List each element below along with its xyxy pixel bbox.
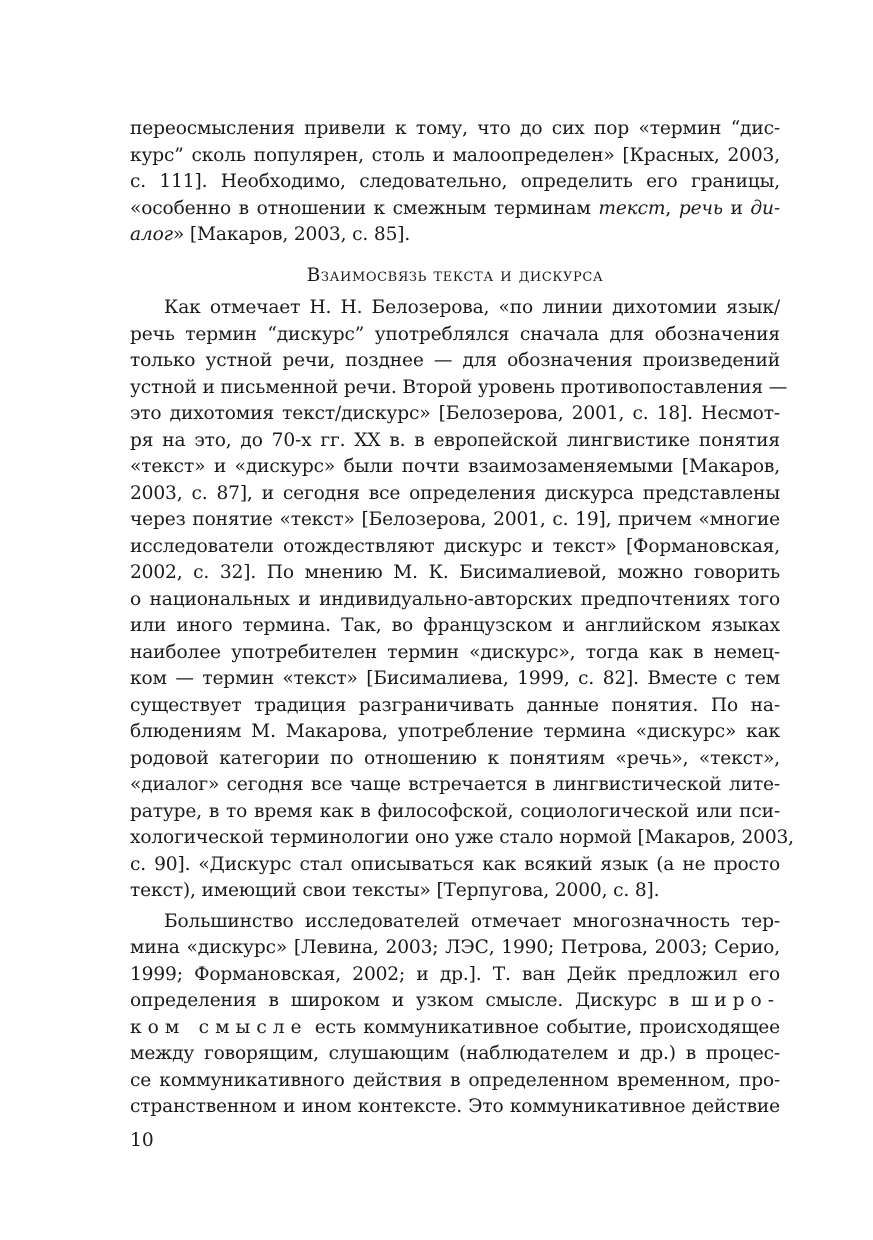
text-line: только устной речи, позднее — для обозначения произведений bbox=[130, 350, 780, 371]
text-line: ря на это, до 70-х гг. XX в. в европейской лингвистике понятия bbox=[130, 429, 780, 451]
text-line: наиболее употребителен термин «дискурс», тогда как в немец- bbox=[130, 641, 780, 663]
text-line: странственном и ином контексте. Это коммуникативное действие bbox=[130, 1096, 780, 1117]
text-line: с. 111]. Необходимо, следовательно, определить его границы, bbox=[130, 171, 780, 192]
paragraph-2 bbox=[130, 295, 794, 905]
text-line: или иного термина. Так, во французском и английском языках bbox=[130, 615, 780, 636]
text-line: с. 90]. «Дискурс стал описываться как всякий язык (а не просто bbox=[130, 853, 780, 875]
text-line: Как отмечает Н. Н. Белозерова, «по линии дихотомии язык/ bbox=[164, 297, 780, 318]
text-line: курс” сколь популярен, столь и малоопределен» [Красных, 2003, bbox=[130, 144, 780, 166]
paragraph-3 bbox=[130, 909, 780, 1121]
text-line: Большинство исследователей отмечает многозначность тер- bbox=[164, 910, 780, 932]
text-line: речь термин “дискурс” употреблялся сначала для обозначения bbox=[130, 323, 780, 345]
text-line: текст), имеющий свои тексты» [Терпугова, 2000, с. 8]. bbox=[130, 880, 660, 901]
text-line: родовой категории по отношению к понятиям «речь», «текст», bbox=[130, 747, 780, 769]
text-line: переосмысления привели к тому, что до сих пор «термин “дис- bbox=[130, 118, 780, 139]
text-line: исследователи отождествляют дискурс и текст» [Формановская, bbox=[130, 535, 780, 557]
text-line: мина «дискурс» [Левина, 2003; ЛЭС, 1990; Петрова, 2003; Серио, bbox=[130, 937, 780, 958]
text-line: определения в широком и узком смысле. Дискурс в широ- bbox=[130, 990, 780, 1011]
text-line: 1999; Формановская, 2002; и др.]. Т. ван Дейк предложил его bbox=[130, 963, 780, 985]
text-line: се коммуникативного действия в определенном временном, про- bbox=[130, 1069, 780, 1091]
text-line: 2002, с. 32]. По мнению М. К. Бисималиевой, можно говорить bbox=[130, 562, 780, 583]
text-line: о национальных и индивидуально-авторских предпочтениях того bbox=[130, 588, 780, 610]
paragraph-1 bbox=[130, 116, 780, 249]
text-line: ком — термин «текст» [Бисималиева, 1999, с. 82]. Вместе с тем bbox=[130, 668, 780, 689]
text-line: существует традиция разграничивать данные понятия. По на- bbox=[130, 694, 780, 716]
page-number: 10 bbox=[130, 1130, 154, 1151]
text-line: «особенно в отношении к смежным терминам текст, речь и ди- bbox=[130, 197, 780, 219]
text-line: через понятие «текст» [Белозерова, 2001, с. 19], причем «многие bbox=[130, 509, 780, 530]
text-line: ком смысле есть коммуникативное событие, происходящее bbox=[130, 1016, 780, 1038]
text-line: «текст» и «дискурс» были почти взаимозаменяемыми [Макаров, bbox=[130, 456, 780, 477]
text-line: ратуре, в то время как в философской, социологической или пси- bbox=[130, 800, 780, 822]
section-heading: Взаимосвязь текста и дискурса bbox=[306, 264, 604, 286]
text-line: 2003, с. 87], и сегодня все определения дискурса представлены bbox=[130, 482, 780, 504]
text-line: это дихотомия текст/дискурс» [Белозерова, 2001, с. 18]. Несмот- bbox=[130, 403, 780, 424]
page-body bbox=[130, 116, 794, 1121]
text-line: блюдениям М. Макарова, употребление термина «дискурс» как bbox=[130, 721, 780, 742]
text-line: между говорящим, слушающим (наблюдателем и др.) в процес- bbox=[130, 1043, 780, 1064]
text-line: алог» [Макаров, 2003, с. 85]. bbox=[130, 224, 411, 245]
text-line: «диалог» сегодня все чаще встречается в лингвистической лите- bbox=[130, 774, 780, 795]
text-line: хологической терминологии оно уже стало нормой [Макаров, 2003, bbox=[130, 827, 794, 848]
text-line: устной и письменной речи. Второй уровень противопоставления — bbox=[130, 376, 788, 398]
